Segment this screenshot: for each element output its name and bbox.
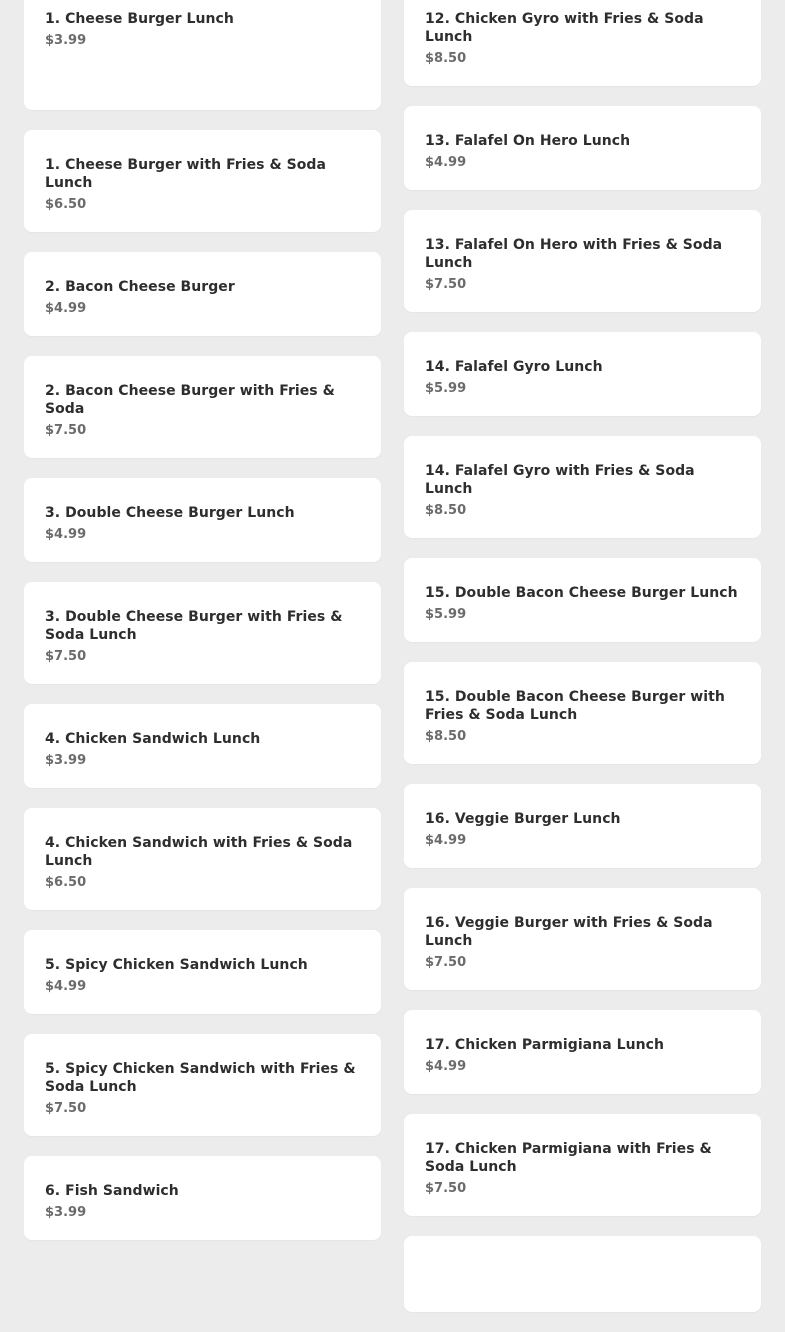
menu-item-card[interactable] (404, 1114, 761, 1216)
menu-item-price: $4.99 (45, 301, 87, 316)
menu-item-card[interactable] (24, 1156, 381, 1240)
menu-item-price: $3.99 (45, 33, 87, 48)
menu-item-name: 1. Cheese Burger Lunch (45, 11, 234, 27)
menu-grid (24, 0, 761, 1332)
menu-item-name: 3. Double Cheese Burger Lunch (45, 505, 295, 521)
menu-item-card[interactable] (24, 704, 381, 788)
menu-item-name: 16. Veggie Burger Lunch (425, 811, 621, 827)
menu-item-name: 4. Chicken Sandwich with Fries & Soda Lunch (45, 835, 353, 869)
menu-item-card[interactable] (404, 784, 761, 868)
menu-item-card[interactable] (404, 558, 761, 642)
menu-item-price: $4.99 (425, 155, 467, 170)
menu-item-card[interactable] (404, 436, 761, 538)
menu-item-card[interactable] (24, 356, 381, 458)
menu-item-name: 14. Falafel Gyro with Fries & Soda Lunch (425, 463, 695, 497)
menu-item-price: $5.99 (425, 607, 467, 622)
menu-item-card[interactable] (24, 252, 381, 336)
menu-item-card[interactable] (24, 582, 381, 684)
menu-item-price: $7.50 (45, 1101, 87, 1116)
menu-item-price: $6.50 (45, 197, 87, 212)
menu-item-card[interactable] (24, 478, 381, 562)
menu-item-price: $8.50 (425, 51, 467, 66)
menu-item-name: 1. Cheese Burger with Fries & Soda Lunch (45, 157, 326, 191)
menu-item-name: 15. Double Bacon Cheese Burger Lunch (425, 585, 738, 601)
menu-item-name: 17. Chicken Parmigiana with Fries & Soda Lunch (425, 1141, 712, 1175)
menu-item-price: $3.99 (45, 1205, 87, 1220)
menu-item-price: $4.99 (425, 833, 467, 848)
menu-item-card[interactable] (24, 130, 381, 232)
menu-item-name: 13. Falafel On Hero with Fries & Soda Lunch (425, 237, 723, 271)
menu-item-card[interactable] (404, 332, 761, 416)
menu-item-price: $7.50 (425, 955, 467, 970)
menu-item-price: $4.99 (45, 979, 87, 994)
menu-item-name: 14. Falafel Gyro Lunch (425, 359, 603, 375)
menu-item-price: $7.50 (45, 423, 87, 438)
menu-item-name: 5. Spicy Chicken Sandwich with Fries & Soda Lunch (45, 1061, 356, 1095)
menu-item-name: 4. Chicken Sandwich Lunch (45, 731, 261, 747)
menu-item-card[interactable] (404, 210, 761, 312)
menu-item-card[interactable] (404, 1010, 761, 1094)
menu-item-card[interactable] (24, 0, 381, 110)
menu-item-price: $3.99 (45, 753, 87, 768)
menu-item-card[interactable] (404, 662, 761, 764)
menu-item-name: 3. Double Cheese Burger with Fries & Soda Lunch (45, 609, 343, 643)
menu-item-card[interactable] (24, 1034, 381, 1136)
menu-column-right (404, 0, 761, 1332)
menu-item-price: $4.99 (425, 1059, 467, 1074)
menu-column-left (24, 0, 381, 1332)
menu-item-card[interactable] (404, 888, 761, 990)
menu-item-price: $5.99 (425, 381, 467, 396)
menu-item-name: 5. Spicy Chicken Sandwich Lunch (45, 957, 308, 973)
menu-item-price: $7.50 (425, 1181, 467, 1196)
menu-item-price: $7.50 (425, 277, 467, 292)
menu-item-name: 6. Fish Sandwich (45, 1183, 179, 1199)
menu-item-name: 16. Veggie Burger with Fries & Soda Lunch (425, 915, 713, 949)
menu-item-card[interactable] (404, 106, 761, 190)
menu-item-price: $8.50 (425, 729, 467, 744)
menu-item-name: 2. Bacon Cheese Burger (45, 279, 235, 295)
menu-item-name: 15. Double Bacon Cheese Burger with Fries & Soda Lunch (425, 689, 725, 723)
menu-item-card[interactable] (404, 1236, 761, 1312)
menu-item-price: $4.99 (45, 527, 87, 542)
menu-item-name: 13. Falafel On Hero Lunch (425, 133, 631, 149)
menu-item-card[interactable] (24, 930, 381, 1014)
menu-item-card[interactable] (24, 808, 381, 910)
menu-item-price: $6.50 (45, 875, 87, 890)
menu-item-price: $8.50 (425, 503, 467, 518)
menu-item-card[interactable] (404, 0, 761, 86)
menu-item-name: 2. Bacon Cheese Burger with Fries & Soda (45, 383, 335, 417)
menu-item-name: 12. Chicken Gyro with Fries & Soda Lunch (425, 11, 704, 45)
menu-item-price: $7.50 (45, 649, 87, 664)
menu-item-name: 17. Chicken Parmigiana Lunch (425, 1037, 664, 1053)
